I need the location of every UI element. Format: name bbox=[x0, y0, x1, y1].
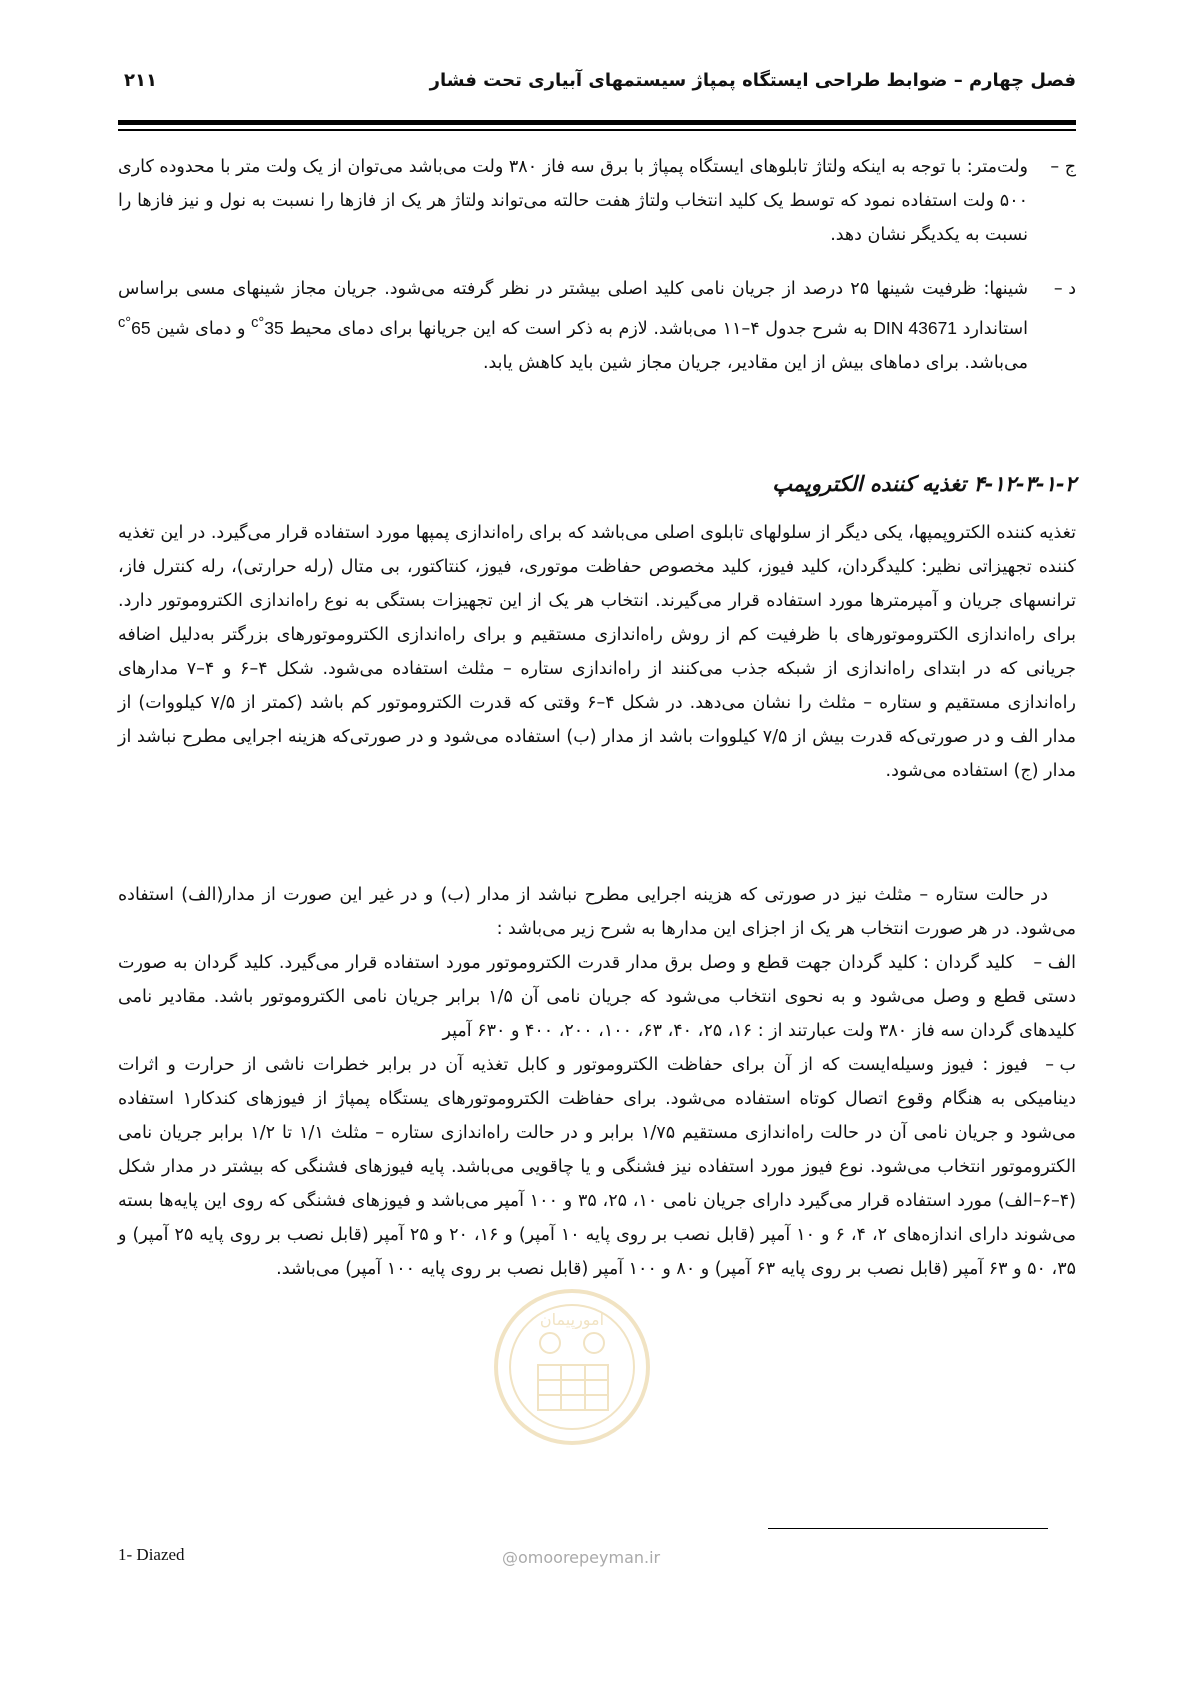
watermark-seal bbox=[490, 1285, 655, 1450]
paragraph-star-delta: در حالت ستاره – مثلث نیز در صورتی که هزینه اجرایی مطرح نباشد از مدار (ب) و در غیر این صورت از مدار(الف) استفاده می‌شود. در هر صورت انتخاب هر یک از اجزای این مدارها به شرح زیر می‌باشد : bbox=[118, 885, 1076, 939]
temp-unit: °c bbox=[251, 315, 265, 331]
list-item-d bbox=[118, 272, 1076, 380]
temp-unit: °c bbox=[118, 315, 132, 331]
watermark-brand-text: امورپیمان bbox=[539, 1310, 605, 1329]
temp-value: 65 bbox=[131, 317, 151, 338]
section-heading: ۴-۱۲-۳-۱-۲ تغذیه کننده الکتروپمپ bbox=[772, 472, 1076, 496]
footnote-rule bbox=[768, 1528, 1048, 1529]
chapter-title: فصل چهارم – ضوابط طراحی ایستگاه پمپاژ سیستمهای آبیاری تحت فشار bbox=[429, 70, 1076, 91]
list-item-b bbox=[118, 1048, 1076, 1286]
header-rule-thick bbox=[118, 120, 1076, 125]
text-run: شینها: ظرفیت شینها ۲۵ درصد از جریان نامی کلید اصلی بیشتر در نظر گرفته می‌شود. جریان مجاز شینهای مسی براساس استاندارد bbox=[118, 279, 1029, 339]
list-marker: د – bbox=[1053, 279, 1076, 299]
watermark-site: @omoorepeyman.ir bbox=[502, 1548, 661, 1567]
busbar-temperature bbox=[118, 315, 151, 338]
list-item-text: کلید گردان : کلید گردان جهت قطع و وصل برق مدار قدرت الکتروموتور مورد استفاده قرار می‌گیرد. کلید گردان به صورت دستی قطع و وصل می‌شود و به نحوی انتخاب می‌شود که جریان نامی آن ۱/۵ برابر جریان نامی الکتروموتور باشد. مقادیر نامی کلیدهای گردان سه فاز ۳۸۰ ولت عبارتند از : ۱۶، ۲۵، ۴۰، ۶۳، ۱۰۰، ۲۰۰، ۴۰۰ و ۶۳۰ آمپر bbox=[118, 953, 1076, 1041]
list-marker: ج – bbox=[1050, 157, 1076, 177]
list-item-alef bbox=[118, 946, 1076, 1048]
list-item-j bbox=[118, 150, 1076, 252]
list-item-text bbox=[118, 272, 1028, 380]
text-run: می‌باشد. برای دماهای بیش از این مقادیر، جریان مجاز شین باید کاهش یابد. bbox=[482, 352, 1028, 373]
temp-value: 35 bbox=[264, 317, 284, 338]
text-run: و دمای شین bbox=[150, 318, 252, 339]
ambient-temperature bbox=[251, 315, 284, 338]
footnote: 1- Diazed bbox=[118, 1545, 185, 1564]
list-item-text: فیوز : فیوز وسیله‌ایست که از آن برای حفاظت الکتروموتور و کابل تغذیه آن در برابر خطرات ناشی از حرارت و اثرات دینامیکی به هنگام وقوع اتصال کوتاه استفاده می‌شود. برای حفاظت الکتروموتورهای یستگاه پمپاژ از فیوزهای کندکار۱ استفاده می‌شود و جریان نامی آن در حالت راه‌اندازی مستقیم ۱/۷۵ برابر و در حالت راه‌اندازی ستاره – مثلث ۱/۱ تا ۱/۲ برابر جریان نامی الکتروموتور انتخاب می‌شود. نوع فیوز مورد استفاده نیز فشنگی و یا چاقویی می‌باشد. پایه فیوزهای فشنگی که بیشتر در مدار شکل (۴–۶–الف) مورد استفاده قرار می‌گیرد دارای جریان نامی ۱۰، ۲۵، ۳۵ و ۱۰۰ آمپر می‌باشد و فیوزهای فشنگی که روی این پایه‌ها بسته می‌شوند دارای اندازه‌های ۲، ۴، ۶ و ۱۰ آمپر (قابل نصب بر روی پایه ۱۰ آمپر) و ۱۶، ۲۰ و ۲۵ آمپر (قابل نصب بر روی پایه ۲۵ آمپر) و ۳۵، ۵۰ و ۶۳ آمپر (قابل نصب بر روی پایه ۶۳ آمپر) و ۸۰ و ۱۰۰ آمپر (قابل نصب بر روی پایه ۱۰۰ آمپر) می‌باشد. bbox=[118, 1055, 1077, 1279]
text-run: به شرح جدول ۴–۱۱ می‌باشد. لازم به ذکر است که این جریانها برای دمای محیط bbox=[283, 318, 874, 339]
standard-code: DIN 43671 bbox=[873, 317, 958, 338]
list-item-text: ولت‌متر: با توجه به اینکه ولتاژ تابلوهای ایستگاه پمپاژ با برق سه فاز ۳۸۰ ولت می‌باشد می‌توان از یک ولت متر با محدوده کاری ۵۰۰ ولت استفاده نمود که توسط یک کلید انتخاب ولتاژ هفت حالته می‌تواند ولتاژ هر یک از فازها را نسبت به نول و نیز فازها را نسبت به یکدیگر نشان دهد. bbox=[118, 157, 1028, 245]
paragraph-feeder-intro: تغذیه کننده الکتروپمپها، یکی دیگر از سلولهای تابلوی اصلی می‌باشد که برای راه‌اندازی پمپها مورد استفاده قرار می‌گیرد. در این تغذیه کننده تجهیزاتی نظیر: کلیدگردان، کلید فیوز، کلید مخصوص حفاظت موتوری، فیوز، کنتاکتور، بی متال (رله حرارتی)، رله کنترل فاز، ترانسهای جریان و آمپرمترها مورد استفاده قرار می‌گیرند. انتخاب هر یک از این تجهیزات بستگی به نوع راه‌اندازی الکتروموتور دارد. برای راه‌اندازی الکتروموتورهای با ظرفیت کم از روش راه‌اندازی مستقیم و برای راه‌اندازی الکتروموتورهای بزرگتر به‌دلیل اضافه جریانی که در ابتدای راه‌اندازی از شبکه جذب می‌کنند از راه‌اندازی ستاره – مثلث استفاده می‌شود. شکل ۴–۶ و ۴–۷ مدارهای راه‌اندازی مستقیم و ستاره – مثلث را نشان می‌دهد. در شکل ۴–۶ وقتی که قدرت الکتروموتور کم باشد (کمتر از ۷/۵ کیلووات) از مدار الف و در صورتی‌که قدرت بیش از ۷/۵ کیلووات باشد از مدار (ب) استفاده می‌شود و در صورتی‌که هزینه اجرایی مطرح نباشد از مدار (ج) استفاده می‌شود. bbox=[118, 523, 1076, 781]
header-rule-thin bbox=[118, 129, 1076, 131]
list-marker: الف – bbox=[1033, 953, 1076, 973]
page-number: ۲۱۱ bbox=[124, 70, 157, 91]
list-marker: ب – bbox=[1045, 1055, 1076, 1075]
page-header bbox=[118, 70, 1076, 110]
